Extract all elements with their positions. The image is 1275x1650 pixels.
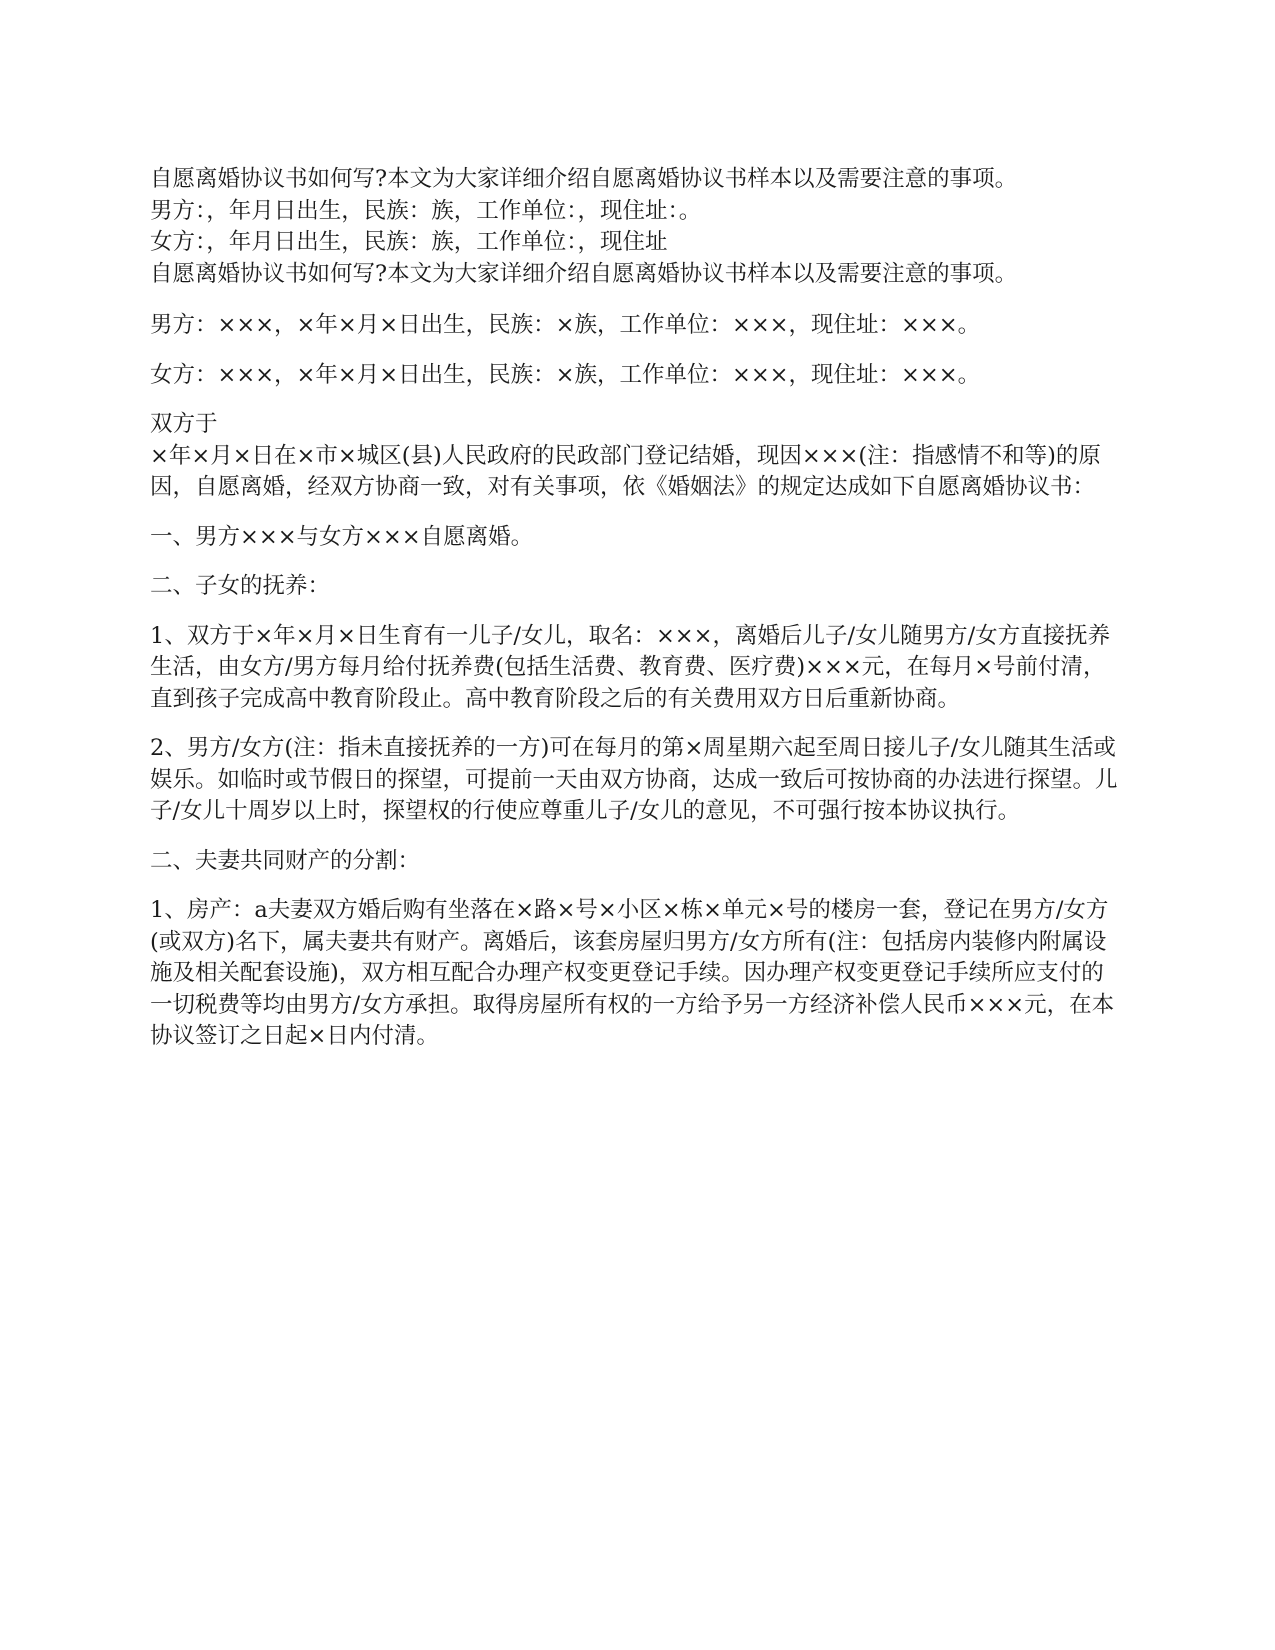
clause-divorce: 一、男方×××与女方×××自愿离婚。: [150, 523, 534, 550]
summary-line: 男方：，年月日出生，民族：族，工作单位：，现住址：。: [150, 197, 702, 224]
clause-children-visitation: 2、男方/女方(注：指未直接抚养的一方)可在每月的第×周星期六起至周日接儿子/女儿随其生活或娱乐。如临时或节假日的探望，可提前一天由双方协商，达成一致后可按协商的办法进行探望。儿子/女儿十周岁以上时，探望权的行使应尊重儿子/女儿的意见，不可强行按本协议执行。: [150, 735, 1118, 824]
document-page: [150, 164, 1125, 1071]
woman-info: 女方：×××，×年×月×日出生，民族：×族，工作单位：×××，现住址：×××。: [150, 361, 981, 388]
man-info: 男方：×××，×年×月×日出生，民族：×族，工作单位：×××，现住址：×××。: [150, 312, 981, 338]
clause-heading-children: 二、子女的抚养：: [150, 573, 331, 599]
parties-paragraph: ×年×月×日在×市×城区(县)人民政府的民政部门登记结婚，现因×××(注：指感情不和等)的原因，自愿离婚，经双方协商一致，对有关事项，依《婚姻法》的规定达成如下自愿离婚协议书：: [150, 442, 1101, 500]
clause-property-house: 1、房产：a夫妻双方婚后购有坐落在×路×号×小区×栋×单元×号的楼房一套，登记在男方/女方(或双方)名下，属夫妻共有财产。离婚后，该套房屋归男方/女方所有(注：包括房内装修内附属设施及相关配套设施)，双方相互配合办理产权变更登记手续。因办理产权变更登记手续所应支付的一切税费等均由男方/女方承担。取得房屋所有权的一方给予另一方经济补偿人民币×××元，在本协议签订之日起×日内付清。: [150, 897, 1115, 1049]
intro-paragraph: 自愿离婚协议书如何写?本文为大家详细介绍自愿离婚协议书样本以及需要注意的事项。: [150, 260, 1018, 287]
parties-label: 双方于: [150, 411, 218, 437]
summary-line: 女方：，年月日出生，民族：族，工作单位：，现住址: [150, 229, 668, 255]
clause-children-custody: 1、双方于×年×月×日生育有一儿子/女儿，取名：×××，离婚后儿子/女儿随男方/女方直接抚养生活，由女方/男方每月给付抚养费(包括生活费、教育费、医疗费)×××元，在每月×号前付清，直到孩子完成高中教育阶段止。高中教育阶段之后的有关费用双方日后重新协商。: [150, 622, 1111, 712]
summary-line: 自愿离婚协议书如何写?本文为大家详细介绍自愿离婚协议书样本以及需要注意的事项。: [150, 166, 1018, 192]
clause-heading-property: 二、夫妻共同财产的分割：: [150, 847, 421, 874]
